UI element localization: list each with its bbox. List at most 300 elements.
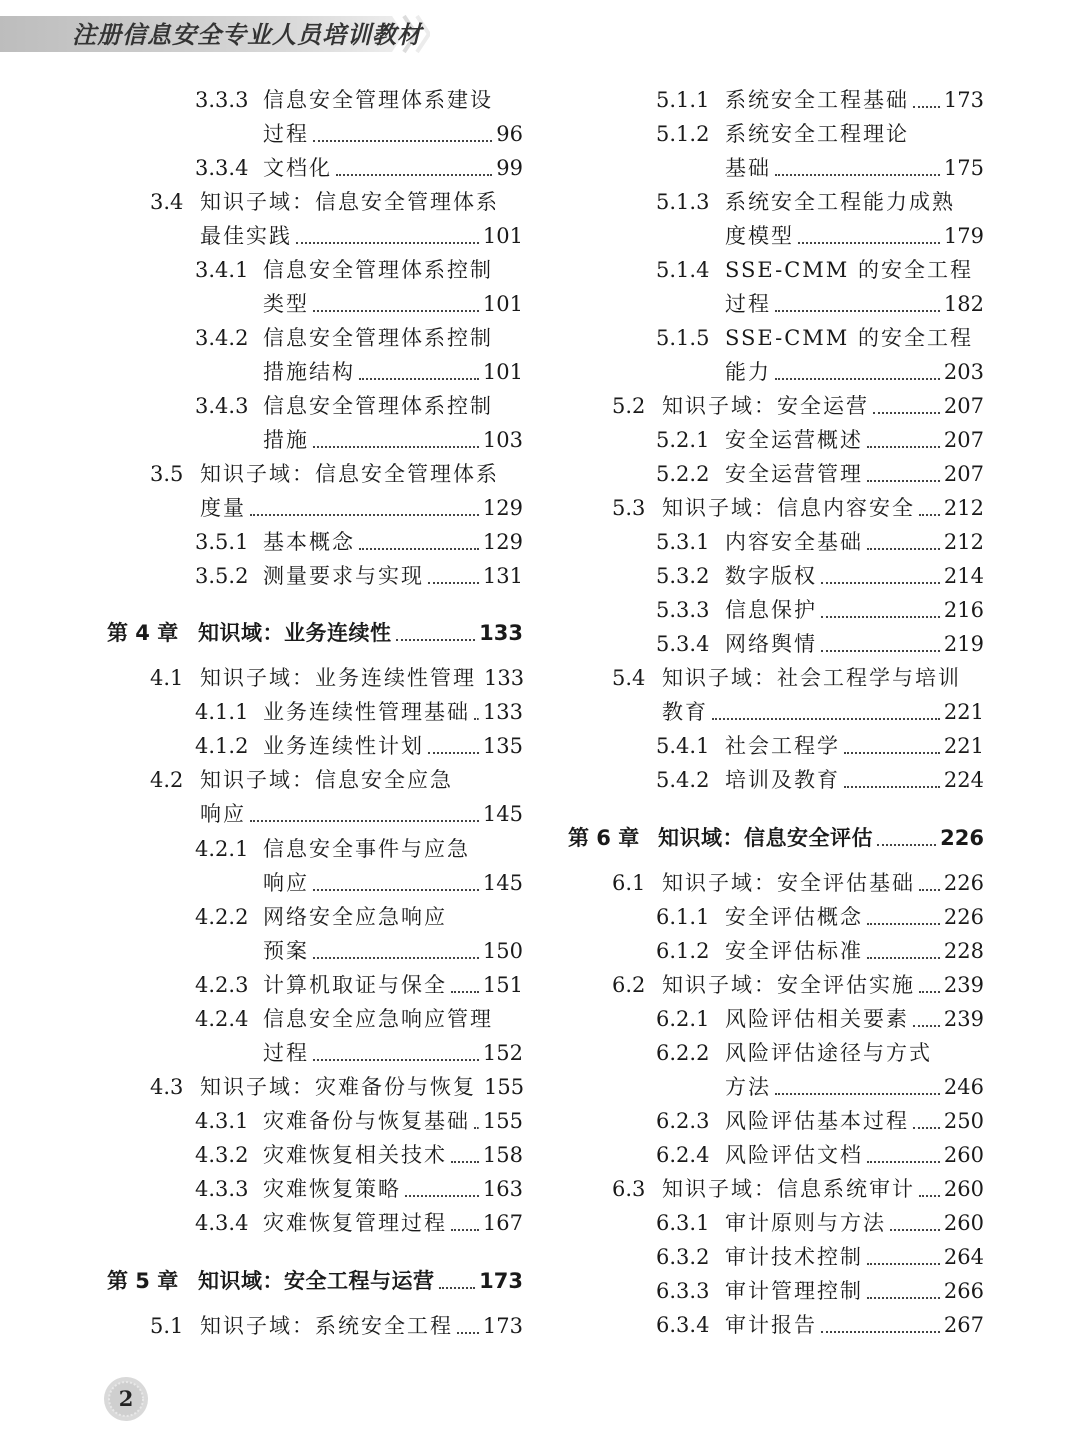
toc-entry-title: 系统安全工程理论 [725,122,909,146]
toc-entry-title: 信息安全应急响应管理 [263,1007,493,1031]
toc-entry [612,866,984,900]
toc-entry-page: 103 [482,428,523,452]
toc-entry-number: 5.3.1 [656,530,710,554]
toc-entry [656,219,984,253]
toc-entry-title: 知识子域：信息系统审计 [662,1177,915,1201]
toc-entry-title: 措施 [263,428,309,452]
toc-entry [656,1104,984,1138]
toc-entry-number: 4.3.2 [195,1143,249,1167]
toc-entry-number: 5.3.3 [656,598,710,622]
toc-entry [656,1274,984,1308]
toc-entry-page: 224 [943,768,984,792]
toc-entry-title: 知识域：安全工程与运营 [198,1269,435,1293]
toc-leader-dots [821,1331,940,1333]
toc-entry [150,491,523,525]
toc-entry-title: 知识子域：信息安全应急 [200,768,453,792]
toc-leader-dots [451,1161,479,1163]
toc-entry-page: 226 [943,871,984,895]
toc-entry-number: 3.4 [150,190,184,214]
toc-entry-title: 知识子域：安全评估基础 [662,871,915,895]
toc-entry-page: 228 [943,939,984,963]
toc-entry-title: 审计原则与方法 [725,1211,886,1235]
toc-entry-title: 过程 [263,122,309,146]
toc-entry-number: 5.2 [612,394,646,418]
toc-entry-title: 系统安全工程能力成熟 [725,190,955,214]
toc-leader-dots [313,310,479,312]
toc-chapter-entry [568,821,984,855]
toc-entry-page: 173 [479,1269,523,1293]
toc-leader-dots [439,1287,476,1289]
toc-leader-dots [919,991,940,993]
toc-entry-page: 246 [943,1075,984,1099]
toc-entry-number: 6.3.3 [656,1279,710,1303]
toc-entry-number: 第 6 章 [568,826,640,850]
toc-entry-title: 安全评估标准 [725,939,863,963]
running-header-title: 注册信息安全专业人员培训教材 [72,20,422,49]
toc-entry-page: 150 [482,939,523,963]
toc-leader-dots [474,718,479,720]
toc-entry-title: 知识域：信息安全评估 [658,826,873,850]
toc-entry-page: 219 [943,632,984,656]
toc-entry-page: 214 [943,564,984,588]
toc-entry-number: 5.2.2 [656,462,710,486]
toc-entry-number: 6.1.2 [656,939,710,963]
toc-entry [656,1138,984,1172]
toc-entry-number: 4.3 [150,1075,184,1099]
toc-entry-title: 业务连续性计划 [263,734,424,758]
toc-entry-number: 6.1 [612,871,646,895]
toc-leader-dots [359,548,479,550]
toc-entry [195,1206,523,1240]
toc-entry-number: 4.1.1 [195,700,249,724]
toc-entry-title: 风险评估相关要素 [725,1007,909,1031]
toc-entry-page: 173 [943,88,984,112]
toc-leader-dots [313,446,479,448]
toc-entry-title: 审计报告 [725,1313,817,1337]
toc-entry-title: 灾难恢复策略 [263,1177,401,1201]
toc-leader-dots [913,1127,940,1129]
toc-leader-dots [821,582,940,584]
toc-entry-number: 5.1.3 [656,190,710,214]
toc-entry-title: 灾难恢复相关技术 [263,1143,447,1167]
toc-entry-page: 260 [943,1211,984,1235]
toc-entry-page: 264 [943,1245,984,1269]
toc-entry-page: 212 [943,530,984,554]
toc-leader-dots [313,140,492,142]
toc-entry-page: 129 [482,496,523,520]
toc-entry [150,185,523,219]
toc-entry [195,900,523,934]
toc-leader-dots [336,174,492,176]
toc-entry-title: 响应 [263,871,309,895]
toc-leader-dots [250,820,479,822]
toc-entry [656,1070,984,1104]
toc-entry-page: 133 [482,700,523,724]
toc-leader-dots [867,1263,940,1265]
toc-entry-title: 响应 [200,802,246,826]
toc-entry-number: 4.3.4 [195,1211,249,1235]
toc-entry-number: 5.1.4 [656,258,710,282]
toc-leader-dots [451,1229,479,1231]
toc-entry [656,185,984,219]
toc-entry-title: 信息安全管理体系控制 [263,258,493,282]
toc-leader-dots [890,1229,940,1231]
toc-entry-title: 安全运营概述 [725,428,863,452]
toc-leader-dots [775,1093,940,1095]
toc-entry-page: 173 [482,1314,523,1338]
toc-entry-title: 信息安全管理体系控制 [263,394,493,418]
toc-entry-number: 6.2.4 [656,1143,710,1167]
toc-leader-dots [428,582,479,584]
toc-entry [656,627,984,661]
toc-entry [612,1172,984,1206]
toc-entry-page: 207 [943,462,984,486]
toc-entry-number: 5.1.2 [656,122,710,146]
toc-entry-page: 212 [943,496,984,520]
toc-chapter-entry [107,1264,523,1298]
toc-entry-number: 6.1.1 [656,905,710,929]
toc-entry [656,763,984,797]
toc-entry-title: 知识子域：系统安全工程 [200,1314,453,1338]
toc-entry-page: 151 [482,973,523,997]
toc-entry-title: 计算机取证与保全 [263,973,447,997]
toc-entry [612,491,984,525]
toc-entry [195,934,523,968]
toc-entry [656,1308,984,1342]
toc-leader-dots [867,1297,940,1299]
toc-entry-number: 4.1.2 [195,734,249,758]
toc-entry-title: 类型 [263,292,309,316]
toc-leader-dots [821,650,940,652]
toc-entry [195,355,523,389]
toc-entry-title: 度模型 [725,224,794,248]
toc-entry [656,525,984,559]
toc-entry [656,457,984,491]
toc-entry [195,1002,523,1036]
toc-entry [150,1309,523,1343]
toc-entry-title: 能力 [725,360,771,384]
toc-entry-page: 221 [943,734,984,758]
toc-leader-dots [867,923,940,925]
toc-entry [195,1138,523,1172]
toc-entry-number: 6.3.2 [656,1245,710,1269]
toc-leader-dots [775,378,940,380]
toc-entry-page: 239 [943,973,984,997]
toc-entry-page: 101 [482,224,523,248]
toc-entry-page: 133 [484,666,525,690]
toc-entry-number: 4.3.3 [195,1177,249,1201]
toc-entry-number: 4.3.1 [195,1109,249,1133]
toc-entry-page: 179 [943,224,984,248]
toc-entry-number: 3.5.2 [195,564,249,588]
toc-leader-dots [250,514,479,516]
toc-entry-title: 审计技术控制 [725,1245,863,1269]
toc-entry [612,695,984,729]
toc-entry-page: 182 [943,292,984,316]
toc-entry-number: 3.5 [150,462,184,486]
toc-leader-dots [428,752,479,754]
toc-entry [195,151,523,185]
toc-entry [656,423,984,457]
toc-entry-number: 5.4.1 [656,734,710,758]
toc-entry-title: 内容安全基础 [725,530,863,554]
toc-entry-page: 239 [943,1007,984,1031]
toc-entry-page: 135 [482,734,523,758]
toc-entry-number: 5.3 [612,496,646,520]
toc-entry-title: 网络安全应急响应 [263,905,447,929]
toc-entry-title: 教育 [662,700,708,724]
toc-entry-title: 文档化 [263,156,332,180]
toc-leader-dots [844,752,940,754]
toc-entry-page: 267 [943,1313,984,1337]
toc-entry [195,729,523,763]
toc-entry-title: 知识子域：安全评估实施 [662,973,915,997]
toc-entry [195,832,523,866]
toc-entry-title: 培训及教育 [725,768,840,792]
toc-entry-page: 250 [943,1109,984,1133]
toc-entry-title: 安全运营管理 [725,462,863,486]
toc-entry-number: 6.2.3 [656,1109,710,1133]
toc-entry-number: 4.2.4 [195,1007,249,1031]
toc-entry-title: 信息保护 [725,598,817,622]
toc-entry-title: 预案 [263,939,309,963]
toc-entry [656,117,984,151]
toc-entry [195,389,523,423]
toc-chapter-entry [107,616,523,650]
toc-entry-title: 知识子域：安全运营 [662,394,869,418]
toc-entry-number: 4.2.3 [195,973,249,997]
toc-entry [195,117,523,151]
toc-leader-dots [798,242,940,244]
toc-entry-number: 5.1.5 [656,326,710,350]
toc-entry-page: 158 [482,1143,523,1167]
toc-entry [195,423,523,457]
toc-entry-title: 灾难恢复管理过程 [263,1211,447,1235]
toc-entry [656,151,984,185]
toc-leader-dots [296,242,479,244]
toc-entry-title: 业务连续性管理基础 [263,700,470,724]
toc-leader-dots [474,1127,479,1129]
toc-leader-dots [405,1195,479,1197]
toc-entry-page: 216 [943,598,984,622]
toc-entry [150,457,523,491]
toc-entry-number: 第 4 章 [107,621,179,645]
toc-entry-number: 6.2.2 [656,1041,710,1065]
toc-entry-title: 系统安全工程基础 [725,88,909,112]
toc-leader-dots [775,310,940,312]
toc-entry-number: 5.3.2 [656,564,710,588]
toc-leader-dots [919,514,940,516]
toc-entry-number: 3.3.3 [195,88,249,112]
toc-entry [656,729,984,763]
toc-entry [150,661,523,695]
toc-entry-number: 4.1 [150,666,184,690]
toc-entry [195,866,523,900]
toc-leader-dots [919,1195,940,1197]
toc-entry [656,1036,984,1070]
toc-entry-page: 266 [943,1279,984,1303]
toc-entry-number: 5.1 [150,1314,184,1338]
toc-entry [195,253,523,287]
toc-entry-title: 风险评估基本过程 [725,1109,909,1133]
toc-entry-page: 155 [484,1075,525,1099]
toc-entry-number: 6.3.1 [656,1211,710,1235]
toc-entry-number: 5.1.1 [656,88,710,112]
toc-entry-page: 145 [482,802,523,826]
toc-entry [195,525,523,559]
toc-entry [195,968,523,1002]
toc-leader-dots [712,718,940,720]
toc-entry-page: 99 [496,156,523,180]
toc-leader-dots [451,991,479,993]
toc-entry-title: 知识子域：社会工程学与培训 [662,666,961,690]
toc-entry-page: 175 [943,156,984,180]
toc-entry-page: 129 [482,530,523,554]
toc-entry-page: 203 [943,360,984,384]
toc-entry-number: 5.2.1 [656,428,710,452]
toc-entry-number: 6.2.1 [656,1007,710,1031]
toc-entry-number: 6.3.4 [656,1313,710,1337]
toc-entry [150,763,523,797]
toc-entry-page: 155 [482,1109,523,1133]
toc-entry [656,287,984,321]
page-number: 2 [118,1386,134,1411]
toc-entry [656,1206,984,1240]
toc-leader-dots [867,480,940,482]
toc-leader-dots [913,106,940,108]
toc-entry-number: 3.5.1 [195,530,249,554]
toc-entry-page: 145 [482,871,523,895]
toc-leader-dots [867,1161,940,1163]
toc-entry [195,1104,523,1138]
toc-entry-page: 101 [482,292,523,316]
toc-entry-title: 度量 [200,496,246,520]
toc-entry-title: 过程 [725,292,771,316]
toc-entry-title: 方法 [725,1075,771,1099]
toc-entry-title: 网络舆情 [725,632,817,656]
toc-leader-dots [919,889,940,891]
toc-leader-dots [867,548,940,550]
toc-leader-dots [867,957,940,959]
toc-entry [656,253,984,287]
toc-entry [195,83,523,117]
toc-entry-title: 信息安全管理体系建设 [263,88,493,112]
toc-entry [150,797,523,831]
toc-entry [150,219,523,253]
toc-entry-page: 226 [940,826,984,850]
toc-entry-title: 知识子域：信息安全管理体系 [200,190,499,214]
toc-entry-title: 知识子域：灾难备份与恢复 [200,1075,476,1099]
toc-entry-title: 社会工程学 [725,734,840,758]
toc-entry-title: 知识子域：信息内容安全 [662,496,915,520]
toc-entry-title: 安全评估概念 [725,905,863,929]
toc-entry [195,695,523,729]
toc-leader-dots [313,957,479,959]
toc-entry-title: 知识子域：业务连续性管理 [200,666,476,690]
toc-leader-dots [313,1059,479,1061]
toc-entry-number: 5.3.4 [656,632,710,656]
toc-leader-dots [873,412,940,414]
toc-entry-title: 过程 [263,1041,309,1065]
toc-entry-page: 207 [943,394,984,418]
toc-leader-dots [457,1332,479,1334]
toc-entry-title: 基础 [725,156,771,180]
toc-entry-page: 167 [482,1211,523,1235]
toc-entry [656,593,984,627]
toc-entry-title: 风险评估文档 [725,1143,863,1167]
toc-entry [195,1036,523,1070]
toc-entry-number: 3.4.2 [195,326,249,350]
toc-entry [612,968,984,1002]
toc-entry-number: 4.2.2 [195,905,249,929]
toc-entry-number: 6.2 [612,973,646,997]
toc-entry [656,1240,984,1274]
toc-leader-dots [844,786,940,788]
toc-entry-title: 测量要求与实现 [263,564,424,588]
toc-entry-title: 信息安全事件与应急 [263,837,470,861]
toc-entry-page: 96 [496,122,523,146]
toc-leader-dots [867,446,940,448]
toc-entry-title: 审计管理控制 [725,1279,863,1303]
toc-entry-number: 3.4.1 [195,258,249,282]
toc-entry [656,1002,984,1036]
toc-entry-page: 133 [479,621,523,645]
toc-entry-page: 221 [943,700,984,724]
toc-entry-page: 101 [482,360,523,384]
toc-leader-dots [313,889,479,891]
toc-entry-number: 4.2 [150,768,184,792]
toc-entry-title: 措施结构 [263,360,355,384]
toc-entry [656,934,984,968]
toc-entry [656,900,984,934]
toc-entry-page: 152 [482,1041,523,1065]
toc-entry-title: 基本概念 [263,530,355,554]
toc-entry-title: 知识子域：信息安全管理体系 [200,462,499,486]
toc-leader-dots [775,174,940,176]
toc-entry-number: 4.2.1 [195,837,249,861]
toc-entry-number: 第 5 章 [107,1269,179,1293]
toc-entry-title: SSE-CMM 的安全工程 [725,326,973,350]
toc-entry-page: 260 [943,1143,984,1167]
toc-entry-page: 260 [943,1177,984,1201]
toc-leader-dots [396,639,476,641]
toc-entry [656,355,984,389]
toc-leader-dots [877,844,936,846]
toc-leader-dots [359,378,479,380]
toc-entry [195,1172,523,1206]
toc-entry-number: 3.3.4 [195,156,249,180]
toc-entry-title: 最佳实践 [200,224,292,248]
toc-entry-number: 3.4.3 [195,394,249,418]
toc-entry-title: 数字版权 [725,564,817,588]
toc-entry-page: 163 [482,1177,523,1201]
toc-entry-page: 226 [943,905,984,929]
toc-entry-title: 信息安全管理体系控制 [263,326,493,350]
toc-entry [612,389,984,423]
toc-entry [656,559,984,593]
toc-entry-title: SSE-CMM 的安全工程 [725,258,973,282]
toc-entry-title: 灾难备份与恢复基础 [263,1109,470,1133]
toc-entry [656,321,984,355]
toc-entry [612,661,984,695]
toc-entry [195,559,523,593]
toc-entry-page: 131 [482,564,523,588]
toc-entry-title: 风险评估途径与方式 [725,1041,932,1065]
toc-entry-number: 6.3 [612,1177,646,1201]
toc-entry-page: 207 [943,428,984,452]
toc-entry-number: 5.4 [612,666,646,690]
toc-entry [195,321,523,355]
